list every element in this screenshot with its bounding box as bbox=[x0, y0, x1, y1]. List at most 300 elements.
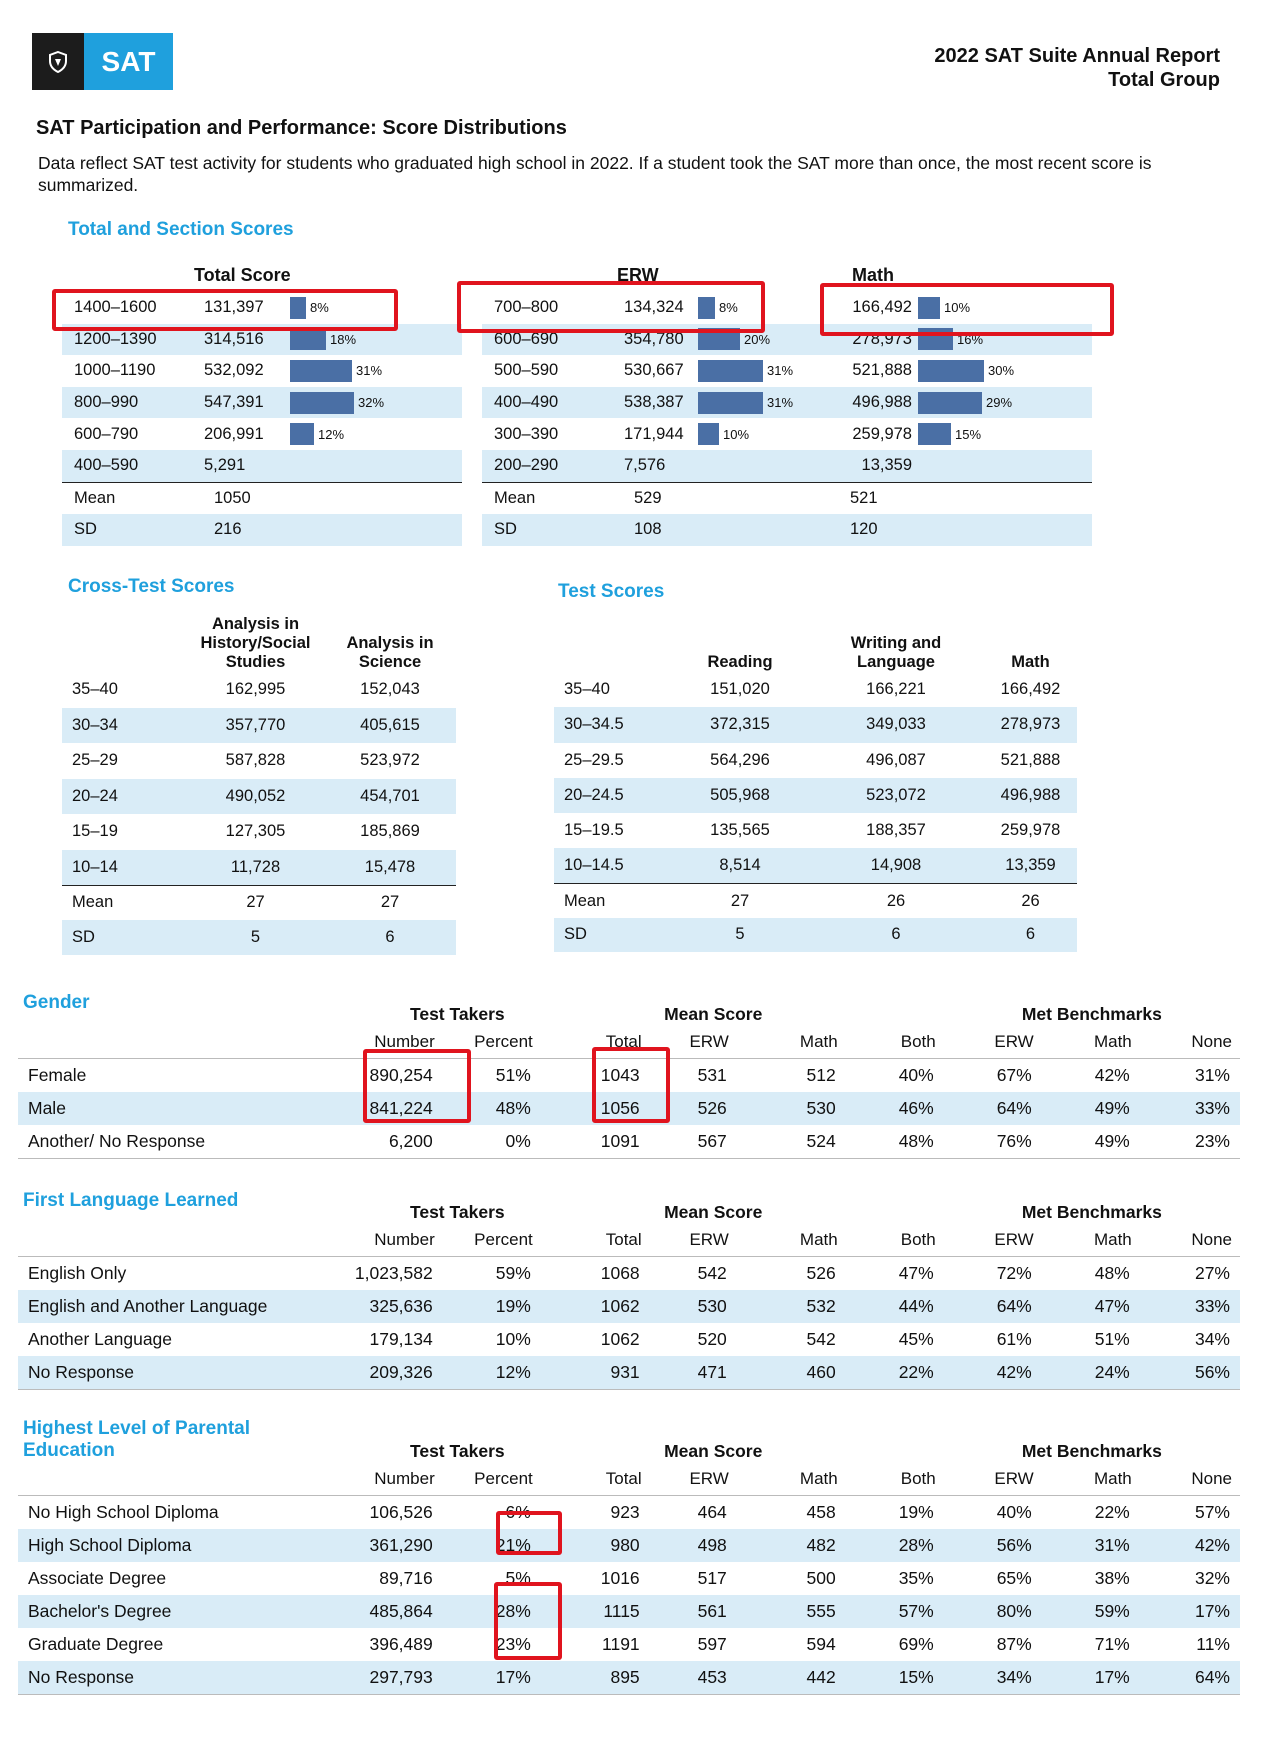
row-label: Another/ No Response bbox=[18, 1125, 334, 1159]
cell: 521,888 bbox=[1000, 750, 1061, 769]
col-history: Analysis in History/Social Studies bbox=[200, 615, 311, 671]
cell: 48% bbox=[846, 1125, 944, 1159]
column-header: Both bbox=[900, 1229, 936, 1249]
cell: 460 bbox=[737, 1356, 846, 1390]
cell: 28% bbox=[898, 1535, 934, 1555]
total-score-title: Total Score bbox=[194, 265, 291, 285]
table-row bbox=[62, 708, 456, 744]
table-row bbox=[554, 813, 1077, 848]
section-heading: Gender bbox=[23, 992, 90, 1013]
cell: 48% bbox=[495, 1098, 531, 1118]
cell: 5 bbox=[250, 928, 261, 946]
cell: 482 bbox=[806, 1535, 836, 1555]
cell: 512 bbox=[806, 1065, 836, 1085]
table-row bbox=[554, 743, 1077, 778]
score-range: 400–490 bbox=[494, 393, 559, 412]
score-count: 521,888 bbox=[852, 361, 912, 380]
percent-label: 8% bbox=[719, 300, 738, 316]
group-header-mean-score: Mean Score bbox=[664, 1004, 763, 1024]
score-range: 500–590 bbox=[494, 361, 559, 380]
row-label: High School Diploma bbox=[28, 1535, 192, 1555]
group-header-test-takers: Test Takers bbox=[409, 1441, 505, 1461]
cell: 471 bbox=[650, 1356, 737, 1390]
column-header: Total bbox=[605, 1031, 642, 1051]
cell: 597 bbox=[697, 1634, 727, 1654]
percent-label: 20% bbox=[744, 331, 771, 347]
cell: 26 bbox=[886, 891, 906, 910]
cell: 523,072 bbox=[866, 786, 926, 805]
cell: 0% bbox=[443, 1125, 541, 1159]
score-range: 800–990 bbox=[74, 393, 139, 412]
percent-label: 31% bbox=[356, 363, 383, 379]
parental-education-table bbox=[18, 1418, 1240, 1695]
highlight-box bbox=[52, 289, 398, 331]
cell: 56% bbox=[1140, 1356, 1240, 1390]
cell: 135,565 bbox=[710, 821, 770, 840]
percent-label: 30% bbox=[988, 363, 1015, 379]
cell: 27% bbox=[1194, 1263, 1230, 1283]
cell: 542 bbox=[806, 1329, 836, 1349]
table-row bbox=[554, 848, 1077, 883]
score-count: 532,092 bbox=[204, 361, 264, 380]
cell: 59% bbox=[495, 1263, 531, 1283]
cell: 19% bbox=[495, 1296, 531, 1316]
cell: 980 bbox=[610, 1535, 640, 1555]
column-header: ERW bbox=[689, 1229, 729, 1249]
column-header: Total bbox=[605, 1468, 642, 1488]
cell: 931 bbox=[541, 1356, 650, 1390]
percent-bar bbox=[290, 328, 326, 350]
cell: 517 bbox=[697, 1568, 727, 1588]
dist-row bbox=[482, 355, 842, 387]
cell: 38% bbox=[1094, 1568, 1130, 1588]
score-count: 354,780 bbox=[624, 329, 684, 348]
section-heading: First Language Learned bbox=[23, 1190, 239, 1211]
cell: 64% bbox=[1140, 1661, 1240, 1695]
cell: 496,087 bbox=[866, 750, 926, 769]
test-scores-table bbox=[554, 626, 1077, 952]
report-title-line1: 2022 SAT Suite Annual Report bbox=[934, 45, 1220, 67]
column-header: ERW bbox=[689, 1468, 729, 1488]
percent-bar bbox=[918, 360, 984, 382]
column-header: Percent bbox=[474, 1229, 533, 1249]
score-count: 7,576 bbox=[624, 456, 666, 475]
cell: 15% bbox=[846, 1661, 944, 1695]
cell: 31% bbox=[1194, 1065, 1230, 1085]
table-row bbox=[18, 1323, 1240, 1356]
cell: 27 bbox=[380, 893, 400, 912]
mean-label: Mean bbox=[72, 893, 114, 912]
cell: 496,988 bbox=[1000, 786, 1061, 805]
row-label: Female bbox=[28, 1065, 87, 1085]
score-count: 5,291 bbox=[204, 456, 246, 475]
column-header: Percent bbox=[474, 1031, 533, 1051]
cell: 185,869 bbox=[360, 822, 420, 841]
column-header: None bbox=[1191, 1468, 1232, 1488]
percent-bar bbox=[698, 360, 763, 382]
score-range: 1000–1190 bbox=[74, 361, 156, 380]
cell: 555 bbox=[806, 1601, 836, 1621]
cell: 5% bbox=[505, 1568, 531, 1588]
mean-row bbox=[554, 884, 1077, 918]
row-label: Graduate Degree bbox=[28, 1634, 164, 1654]
cell: 1062 bbox=[600, 1329, 640, 1349]
cell: 71% bbox=[1094, 1634, 1130, 1654]
percent-label: 18% bbox=[330, 331, 357, 347]
percent-label: 12% bbox=[318, 426, 345, 442]
cell: 42% bbox=[1094, 1065, 1130, 1085]
table-row bbox=[554, 672, 1077, 707]
cell: 500 bbox=[806, 1568, 836, 1588]
cell: 505,968 bbox=[710, 786, 770, 805]
cell: 27 bbox=[246, 893, 265, 912]
score-range: 35–40 bbox=[72, 680, 118, 699]
dist-row bbox=[482, 450, 842, 482]
row-label: Bachelor's Degree bbox=[28, 1601, 172, 1621]
score-count: 259,978 bbox=[852, 424, 912, 443]
highlight-box bbox=[820, 283, 1114, 336]
mean-value: 521 bbox=[850, 488, 878, 507]
cell: 523,972 bbox=[360, 751, 420, 770]
cell: 34% bbox=[1194, 1329, 1230, 1349]
cell: 89,716 bbox=[379, 1568, 433, 1588]
sd-label: SD bbox=[74, 520, 97, 539]
cell: 23% bbox=[495, 1634, 531, 1654]
percent-bar bbox=[290, 423, 314, 445]
group-header-test-takers: Test Takers bbox=[409, 1004, 505, 1024]
column-header: None bbox=[1191, 1229, 1232, 1249]
table-row bbox=[554, 707, 1077, 742]
cell: 57% bbox=[898, 1601, 934, 1621]
cell: 42% bbox=[944, 1356, 1042, 1390]
cell: 35% bbox=[898, 1568, 934, 1588]
cell: 33% bbox=[1194, 1098, 1230, 1118]
shield-icon bbox=[32, 33, 84, 90]
score-range: 30–34.5 bbox=[564, 715, 624, 734]
column-header: Math bbox=[799, 1468, 838, 1488]
math-title: Math bbox=[852, 265, 894, 285]
column-header: Total bbox=[605, 1229, 642, 1249]
cell: 442 bbox=[737, 1661, 846, 1695]
language-table bbox=[18, 1190, 1240, 1390]
cell: 11% bbox=[1196, 1634, 1230, 1654]
cell: 34% bbox=[944, 1661, 1042, 1695]
cell: 152,043 bbox=[360, 680, 420, 699]
cell: 33% bbox=[1194, 1296, 1230, 1316]
cell: 1191 bbox=[602, 1634, 640, 1654]
cell: 5 bbox=[735, 925, 745, 944]
cell: 64% bbox=[996, 1098, 1032, 1118]
table-row bbox=[18, 1290, 1240, 1323]
report-title bbox=[934, 44, 1220, 92]
table-row bbox=[18, 1595, 1240, 1628]
cell: 490,052 bbox=[225, 786, 286, 805]
cell: 61% bbox=[996, 1329, 1032, 1349]
table-row bbox=[18, 1562, 1240, 1595]
percent-bar bbox=[290, 360, 352, 382]
score-count: 496,988 bbox=[852, 393, 912, 412]
percent-label: 10% bbox=[944, 300, 971, 316]
cell: 259,978 bbox=[1000, 821, 1061, 840]
sd-row bbox=[62, 920, 456, 955]
cell: 1056 bbox=[600, 1098, 640, 1118]
row-label: English Only bbox=[28, 1263, 127, 1283]
mean-label: Mean bbox=[494, 488, 536, 507]
intro-text: Data reflect SAT test activity for students who graduated high school in 2022. If a student took the SAT more than once, the most recent score is summarized. bbox=[38, 153, 1152, 195]
cell: 72% bbox=[996, 1263, 1032, 1283]
cell: 12% bbox=[443, 1356, 541, 1390]
cell: 1115 bbox=[603, 1601, 640, 1621]
erw-title: ERW bbox=[617, 265, 659, 285]
table-row bbox=[18, 1529, 1240, 1562]
row-label: No Response bbox=[18, 1356, 334, 1390]
cell: 923 bbox=[610, 1502, 640, 1522]
cell: 179,134 bbox=[369, 1329, 433, 1349]
cell: 454,701 bbox=[360, 786, 420, 805]
score-range: 10–14.5 bbox=[564, 856, 624, 875]
table-row bbox=[62, 672, 456, 708]
cell: 17% bbox=[1042, 1661, 1140, 1695]
row-label: Male bbox=[28, 1098, 66, 1118]
cell: 6 bbox=[1025, 925, 1036, 944]
percent-bar bbox=[290, 392, 354, 414]
report-title-line2: Total Group bbox=[1108, 69, 1220, 91]
group-header-met-benchmarks: Met Benchmarks bbox=[1021, 1202, 1162, 1222]
cell: 532 bbox=[806, 1296, 836, 1316]
column-header: ERW bbox=[994, 1031, 1034, 1051]
cell: 1043 bbox=[600, 1065, 640, 1085]
cell: 297,793 bbox=[334, 1661, 443, 1695]
cell: 23% bbox=[1140, 1125, 1240, 1159]
cell: 8,514 bbox=[719, 856, 761, 875]
percent-label: 31% bbox=[767, 395, 794, 411]
cell: 10% bbox=[495, 1329, 531, 1349]
row-label: Associate Degree bbox=[28, 1568, 167, 1588]
percent-label: 10% bbox=[723, 426, 750, 442]
sd-row bbox=[842, 514, 1092, 546]
cell: 47% bbox=[898, 1263, 934, 1283]
mean-row bbox=[62, 885, 456, 920]
group-header-mean-score: Mean Score bbox=[664, 1441, 763, 1461]
highlight-box bbox=[363, 1049, 471, 1123]
column-header: Number bbox=[374, 1031, 435, 1051]
section-heading-total: Total and Section Scores bbox=[68, 219, 294, 240]
table-row bbox=[18, 1125, 1240, 1159]
table-row bbox=[62, 814, 456, 850]
cell: 895 bbox=[541, 1661, 650, 1695]
cell: 166,221 bbox=[866, 680, 926, 699]
score-count: 530,667 bbox=[624, 361, 684, 380]
sd-row bbox=[554, 918, 1077, 952]
cell: 59% bbox=[1094, 1601, 1130, 1621]
cell: 278,973 bbox=[1000, 715, 1061, 734]
score-range: 25–29 bbox=[72, 751, 118, 770]
page-title: SAT Participation and Performance: Score Distributions bbox=[36, 117, 567, 139]
cell: 67% bbox=[996, 1065, 1032, 1085]
cell: 587,828 bbox=[225, 751, 286, 770]
cell: 47% bbox=[1094, 1296, 1130, 1316]
cell: 42% bbox=[1194, 1535, 1230, 1555]
column-header: Both bbox=[900, 1468, 936, 1488]
cell: 526 bbox=[697, 1098, 727, 1118]
group-header-met-benchmarks: Met Benchmarks bbox=[1021, 1004, 1162, 1024]
score-range: 600–690 bbox=[494, 329, 559, 348]
table-row bbox=[62, 779, 456, 815]
score-range: 20–24 bbox=[72, 786, 118, 805]
cell: 357,770 bbox=[225, 715, 286, 734]
score-range: 15–19.5 bbox=[564, 821, 624, 840]
row-label: No Response bbox=[18, 1661, 334, 1695]
cell: 21% bbox=[495, 1535, 531, 1555]
dist-row bbox=[482, 387, 842, 419]
score-range: 200–290 bbox=[494, 456, 559, 475]
percent-label: 32% bbox=[358, 395, 385, 411]
section-heading-test-scores: Test Scores bbox=[558, 581, 665, 602]
column-header: Math bbox=[1093, 1468, 1132, 1488]
cell: 19% bbox=[898, 1502, 934, 1522]
cell: 524 bbox=[737, 1125, 846, 1159]
cell: 841,224 bbox=[369, 1098, 433, 1118]
percent-label: 15% bbox=[955, 426, 982, 442]
cell: 17% bbox=[1194, 1601, 1230, 1621]
cell: 166,492 bbox=[1000, 680, 1061, 699]
cell: 162,995 bbox=[225, 680, 286, 699]
cell: 464 bbox=[697, 1502, 727, 1522]
cell: 11,728 bbox=[230, 857, 281, 876]
column-header: ERW bbox=[689, 1031, 729, 1051]
cell: 1091 bbox=[541, 1125, 650, 1159]
dist-row bbox=[842, 355, 1092, 387]
cell: 458 bbox=[806, 1502, 836, 1522]
column-header: Percent bbox=[474, 1468, 533, 1488]
mean-row bbox=[62, 482, 462, 514]
percent-bar bbox=[698, 423, 719, 445]
cell: 17% bbox=[443, 1661, 541, 1695]
cell: 396,489 bbox=[369, 1634, 433, 1654]
section-heading-cross-test: Cross-Test Scores bbox=[68, 576, 235, 597]
score-range: 35–40 bbox=[564, 680, 610, 699]
dist-row bbox=[842, 450, 1092, 482]
score-count: 131,397 bbox=[204, 298, 264, 317]
sd-value: 108 bbox=[634, 520, 662, 539]
cell: 530 bbox=[697, 1296, 727, 1316]
score-range: 1200–1390 bbox=[74, 329, 157, 348]
cell: 80% bbox=[996, 1601, 1032, 1621]
highlight-box bbox=[592, 1047, 670, 1123]
score-count: 171,944 bbox=[624, 424, 684, 443]
sat-logo bbox=[32, 33, 173, 90]
cell: 361,290 bbox=[369, 1535, 433, 1555]
column-header: Math bbox=[799, 1031, 838, 1051]
cell: 485,864 bbox=[369, 1601, 433, 1621]
cell: 594 bbox=[806, 1634, 836, 1654]
section-heading: Highest Level of Parental Education bbox=[23, 1418, 251, 1461]
score-range: 25–29.5 bbox=[564, 750, 624, 769]
percent-bar bbox=[918, 423, 951, 445]
cell: 564,296 bbox=[710, 750, 770, 769]
sd-row bbox=[482, 514, 842, 546]
col-science: Analysis in Science bbox=[346, 634, 434, 671]
cell: 13,359 bbox=[1005, 856, 1056, 875]
col-math: Math bbox=[1011, 653, 1050, 671]
cell: 22% bbox=[846, 1356, 944, 1390]
cell: 6,200 bbox=[334, 1125, 443, 1159]
mean-label: Mean bbox=[74, 488, 116, 507]
cell: 48% bbox=[1094, 1263, 1130, 1283]
score-range: 600–790 bbox=[74, 424, 139, 443]
column-header: Math bbox=[1093, 1031, 1132, 1051]
percent-bar bbox=[918, 392, 982, 414]
cell: 64% bbox=[996, 1296, 1032, 1316]
score-range: 10–14 bbox=[72, 857, 118, 876]
column-header: Math bbox=[1093, 1229, 1132, 1249]
cell: 453 bbox=[650, 1661, 737, 1695]
table-row bbox=[18, 1628, 1240, 1661]
cell: 349,033 bbox=[866, 715, 926, 734]
cell: 27 bbox=[730, 891, 750, 910]
cell: 24% bbox=[1042, 1356, 1140, 1390]
cell: 151,020 bbox=[710, 680, 770, 699]
cell: 46% bbox=[898, 1098, 934, 1118]
table-row bbox=[18, 1257, 1240, 1291]
score-count: 314,516 bbox=[204, 329, 264, 348]
score-range: 300–390 bbox=[494, 424, 559, 443]
column-header: None bbox=[1191, 1031, 1232, 1051]
mean-label: Mean bbox=[564, 891, 606, 910]
dist-row bbox=[482, 418, 842, 450]
score-count: 206,991 bbox=[204, 424, 264, 443]
cell: 51% bbox=[495, 1065, 531, 1085]
cell: 372,315 bbox=[710, 715, 770, 734]
cell: 26 bbox=[1021, 891, 1040, 910]
column-header: Number bbox=[374, 1229, 435, 1249]
mean-value: 529 bbox=[634, 488, 662, 507]
score-count: 166,492 bbox=[852, 298, 912, 317]
cell: 22% bbox=[1094, 1502, 1130, 1522]
score-range: 15–19 bbox=[72, 822, 118, 841]
score-count: 278,973 bbox=[852, 329, 912, 348]
mean-row bbox=[842, 482, 1092, 514]
cell: 69% bbox=[898, 1634, 934, 1654]
percent-label: 29% bbox=[986, 395, 1013, 411]
cell: 14,908 bbox=[870, 856, 922, 875]
cell: 49% bbox=[1094, 1098, 1130, 1118]
column-header: Both bbox=[900, 1031, 936, 1051]
highlight-box bbox=[494, 1582, 562, 1660]
row-label: No High School Diploma bbox=[28, 1502, 219, 1522]
cell: 561 bbox=[697, 1601, 727, 1621]
score-count: 538,387 bbox=[624, 393, 684, 412]
sd-label: SD bbox=[494, 520, 517, 539]
cell: 188,357 bbox=[866, 821, 926, 840]
score-range: 400–590 bbox=[74, 456, 139, 475]
cell: 1068 bbox=[600, 1263, 640, 1283]
col-writing: Writing and Language bbox=[850, 634, 942, 671]
table-row bbox=[62, 743, 456, 779]
col-reading: Reading bbox=[707, 653, 773, 671]
cell: 106,526 bbox=[369, 1502, 433, 1522]
column-header: Number bbox=[374, 1468, 435, 1488]
column-header: ERW bbox=[994, 1229, 1034, 1249]
cell: 6 bbox=[385, 928, 395, 946]
dist-row bbox=[62, 418, 462, 450]
cell: 49% bbox=[1042, 1125, 1140, 1159]
column-header: Math bbox=[799, 1229, 838, 1249]
percent-label: 8% bbox=[310, 300, 329, 316]
sd-value: 120 bbox=[850, 520, 878, 539]
cell: 1,023,582 bbox=[354, 1263, 433, 1283]
group-header-mean-score: Mean Score bbox=[664, 1202, 763, 1222]
